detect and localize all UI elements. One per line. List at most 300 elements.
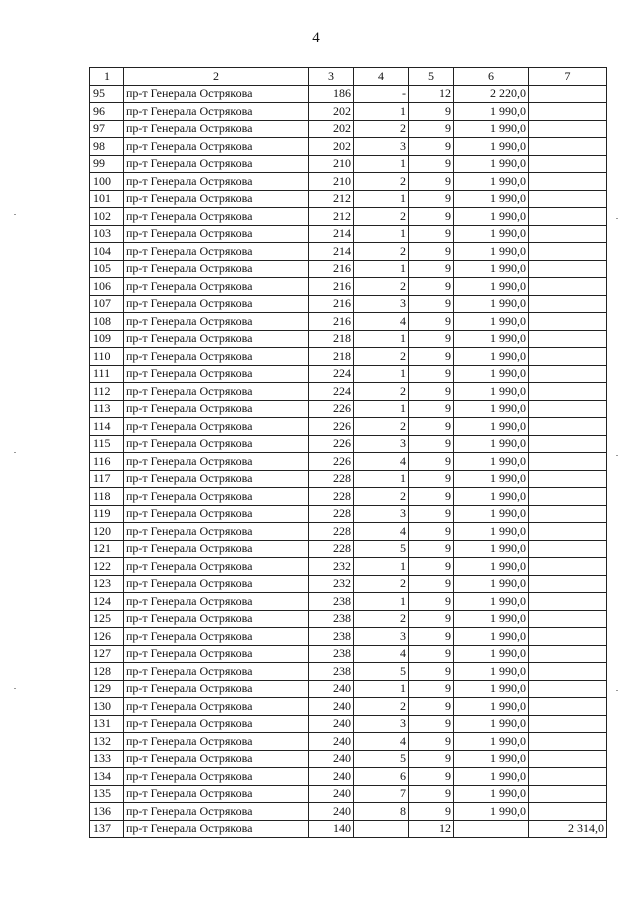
table-row bbox=[90, 820, 607, 838]
floors-cell: 9 bbox=[409, 540, 454, 558]
row-number-cell: 106 bbox=[90, 278, 124, 296]
building-number-cell: 4 bbox=[354, 313, 409, 331]
table-row bbox=[90, 540, 607, 558]
value-7-cell bbox=[529, 768, 607, 786]
floors-cell: 9 bbox=[409, 470, 454, 488]
table-row bbox=[90, 190, 607, 208]
table-row bbox=[90, 470, 607, 488]
row-number-cell: 122 bbox=[90, 558, 124, 576]
house-number-cell: 228 bbox=[309, 488, 354, 506]
floors-cell: 9 bbox=[409, 225, 454, 243]
value-7-cell bbox=[529, 295, 607, 313]
building-number-cell: 2 bbox=[354, 120, 409, 138]
table-row bbox=[90, 558, 607, 576]
row-number-cell: 103 bbox=[90, 225, 124, 243]
floors-cell: 9 bbox=[409, 663, 454, 681]
table-row bbox=[90, 488, 607, 506]
row-number-cell: 105 bbox=[90, 260, 124, 278]
floors-cell: 9 bbox=[409, 243, 454, 261]
table-row bbox=[90, 173, 607, 191]
house-number-cell: 238 bbox=[309, 593, 354, 611]
street-name-cell: пр-т Генерала Острякова bbox=[124, 645, 309, 663]
value-6-cell: 1 990,0 bbox=[454, 348, 529, 366]
building-number-cell: 4 bbox=[354, 645, 409, 663]
row-number-cell: 113 bbox=[90, 400, 124, 418]
building-number-cell: 3 bbox=[354, 138, 409, 156]
house-number-cell: 240 bbox=[309, 715, 354, 733]
value-6-cell: 1 990,0 bbox=[454, 768, 529, 786]
house-number-cell: 202 bbox=[309, 120, 354, 138]
value-6-cell: 1 990,0 bbox=[454, 243, 529, 261]
value-6-cell: 1 990,0 bbox=[454, 470, 529, 488]
floors-cell: 9 bbox=[409, 645, 454, 663]
table-row bbox=[90, 243, 607, 261]
header-cell-3: 3 bbox=[309, 68, 354, 86]
building-number-cell: 4 bbox=[354, 453, 409, 471]
row-number-cell: 96 bbox=[90, 103, 124, 121]
building-number-cell: 2 bbox=[354, 418, 409, 436]
house-number-cell: 232 bbox=[309, 575, 354, 593]
row-number-cell: 104 bbox=[90, 243, 124, 261]
house-number-cell: 240 bbox=[309, 803, 354, 821]
table-row bbox=[90, 313, 607, 331]
street-name-cell: пр-т Генерала Острякова bbox=[124, 453, 309, 471]
building-number-cell: 1 bbox=[354, 190, 409, 208]
value-6-cell: 1 990,0 bbox=[454, 593, 529, 611]
value-6-cell: 1 990,0 bbox=[454, 365, 529, 383]
floors-cell: 9 bbox=[409, 173, 454, 191]
value-6-cell: 1 990,0 bbox=[454, 610, 529, 628]
value-7-cell bbox=[529, 645, 607, 663]
house-number-cell: 216 bbox=[309, 313, 354, 331]
house-number-cell: 240 bbox=[309, 785, 354, 803]
row-number-cell: 127 bbox=[90, 645, 124, 663]
building-number-cell: 1 bbox=[354, 470, 409, 488]
data-table bbox=[89, 67, 607, 838]
house-number-cell: 240 bbox=[309, 750, 354, 768]
table-row bbox=[90, 295, 607, 313]
building-number-cell: 8 bbox=[354, 803, 409, 821]
table-row bbox=[90, 733, 607, 751]
house-number-cell: 212 bbox=[309, 208, 354, 226]
value-7-cell bbox=[529, 610, 607, 628]
row-number-cell: 107 bbox=[90, 295, 124, 313]
value-6-cell: 1 990,0 bbox=[454, 663, 529, 681]
row-number-cell: 118 bbox=[90, 488, 124, 506]
row-number-cell: 133 bbox=[90, 750, 124, 768]
table-header-row bbox=[90, 68, 607, 86]
value-7-cell bbox=[529, 155, 607, 173]
street-name-cell: пр-т Генерала Острякова bbox=[124, 488, 309, 506]
value-6-cell: 1 990,0 bbox=[454, 628, 529, 646]
value-7-cell bbox=[529, 575, 607, 593]
house-number-cell: 238 bbox=[309, 610, 354, 628]
house-number-cell: 186 bbox=[309, 85, 354, 103]
row-number-cell: 125 bbox=[90, 610, 124, 628]
street-name-cell: пр-т Генерала Острякова bbox=[124, 313, 309, 331]
value-7-cell bbox=[529, 85, 607, 103]
street-name-cell: пр-т Генерала Острякова bbox=[124, 103, 309, 121]
building-number-cell: 2 bbox=[354, 383, 409, 401]
value-6-cell: 1 990,0 bbox=[454, 173, 529, 191]
header-cell-1: 1 bbox=[90, 68, 124, 86]
page-number: 4 bbox=[312, 30, 320, 46]
street-name-cell: пр-т Генерала Острякова bbox=[124, 383, 309, 401]
street-name-cell: пр-т Генерала Острякова bbox=[124, 138, 309, 156]
street-name-cell: пр-т Генерала Острякова bbox=[124, 715, 309, 733]
table-row bbox=[90, 400, 607, 418]
floors-cell: 9 bbox=[409, 278, 454, 296]
table-row bbox=[90, 575, 607, 593]
value-6-cell: 1 990,0 bbox=[454, 313, 529, 331]
house-number-cell: 228 bbox=[309, 523, 354, 541]
table-row bbox=[90, 435, 607, 453]
floors-cell: 9 bbox=[409, 610, 454, 628]
table-row bbox=[90, 278, 607, 296]
floors-cell: 9 bbox=[409, 383, 454, 401]
value-7-cell bbox=[529, 505, 607, 523]
row-number-cell: 115 bbox=[90, 435, 124, 453]
house-number-cell: 214 bbox=[309, 225, 354, 243]
value-7-cell bbox=[529, 558, 607, 576]
value-7-cell bbox=[529, 663, 607, 681]
value-6-cell: 1 990,0 bbox=[454, 453, 529, 471]
floors-cell: 9 bbox=[409, 593, 454, 611]
building-number-cell: 2 bbox=[354, 575, 409, 593]
building-number-cell: 2 bbox=[354, 243, 409, 261]
floors-cell: 9 bbox=[409, 453, 454, 471]
table-row bbox=[90, 750, 607, 768]
value-7-cell bbox=[529, 120, 607, 138]
building-number-cell: 1 bbox=[354, 400, 409, 418]
table-row bbox=[90, 680, 607, 698]
building-number-cell: 3 bbox=[354, 715, 409, 733]
header-cell-6: 6 bbox=[454, 68, 529, 86]
house-number-cell: 218 bbox=[309, 348, 354, 366]
value-6-cell bbox=[454, 820, 529, 838]
header-cell-4: 4 bbox=[354, 68, 409, 86]
scan-mark bbox=[616, 455, 618, 456]
row-number-cell: 99 bbox=[90, 155, 124, 173]
header-cell-7: 7 bbox=[529, 68, 607, 86]
house-number-cell: 212 bbox=[309, 190, 354, 208]
value-7-cell bbox=[529, 348, 607, 366]
floors-cell: 9 bbox=[409, 365, 454, 383]
value-6-cell: 1 990,0 bbox=[454, 260, 529, 278]
value-7-cell bbox=[529, 243, 607, 261]
value-7-cell bbox=[529, 418, 607, 436]
building-number-cell: - bbox=[354, 85, 409, 103]
street-name-cell: пр-т Генерала Острякова bbox=[124, 750, 309, 768]
house-number-cell: 228 bbox=[309, 540, 354, 558]
value-7-cell bbox=[529, 400, 607, 418]
floors-cell: 9 bbox=[409, 575, 454, 593]
table-row bbox=[90, 225, 607, 243]
street-name-cell: пр-т Генерала Острякова bbox=[124, 225, 309, 243]
value-7-cell bbox=[529, 540, 607, 558]
value-7-cell bbox=[529, 733, 607, 751]
floors-cell: 9 bbox=[409, 768, 454, 786]
value-7-cell bbox=[529, 383, 607, 401]
street-name-cell: пр-т Генерала Острякова bbox=[124, 680, 309, 698]
scan-mark bbox=[14, 452, 16, 453]
row-number-cell: 110 bbox=[90, 348, 124, 366]
house-number-cell: 228 bbox=[309, 470, 354, 488]
street-name-cell: пр-т Генерала Острякова bbox=[124, 540, 309, 558]
street-name-cell: пр-т Генерала Острякова bbox=[124, 523, 309, 541]
table-row bbox=[90, 593, 607, 611]
scan-mark bbox=[616, 218, 618, 219]
row-number-cell: 130 bbox=[90, 698, 124, 716]
value-6-cell: 1 990,0 bbox=[454, 523, 529, 541]
value-7-cell bbox=[529, 628, 607, 646]
value-6-cell: 1 990,0 bbox=[454, 383, 529, 401]
value-6-cell: 1 990,0 bbox=[454, 208, 529, 226]
building-number-cell: 2 bbox=[354, 278, 409, 296]
house-number-cell: 238 bbox=[309, 663, 354, 681]
value-7-cell bbox=[529, 330, 607, 348]
floors-cell: 9 bbox=[409, 260, 454, 278]
building-number-cell: 2 bbox=[354, 610, 409, 628]
building-number-cell: 1 bbox=[354, 260, 409, 278]
table-row bbox=[90, 208, 607, 226]
row-number-cell: 98 bbox=[90, 138, 124, 156]
floors-cell: 12 bbox=[409, 85, 454, 103]
table-row bbox=[90, 610, 607, 628]
floors-cell: 9 bbox=[409, 190, 454, 208]
value-7-cell: 2 314,0 bbox=[529, 820, 607, 838]
value-6-cell: 1 990,0 bbox=[454, 400, 529, 418]
value-7-cell bbox=[529, 470, 607, 488]
floors-cell: 9 bbox=[409, 400, 454, 418]
table-row bbox=[90, 523, 607, 541]
street-name-cell: пр-т Генерала Острякова bbox=[124, 330, 309, 348]
street-name-cell: пр-т Генерала Острякова bbox=[124, 505, 309, 523]
value-7-cell bbox=[529, 593, 607, 611]
value-7-cell bbox=[529, 698, 607, 716]
row-number-cell: 116 bbox=[90, 453, 124, 471]
value-6-cell: 1 990,0 bbox=[454, 295, 529, 313]
value-6-cell: 1 990,0 bbox=[454, 120, 529, 138]
house-number-cell: 218 bbox=[309, 330, 354, 348]
value-6-cell: 1 990,0 bbox=[454, 418, 529, 436]
row-number-cell: 119 bbox=[90, 505, 124, 523]
street-name-cell: пр-т Генерала Острякова bbox=[124, 733, 309, 751]
floors-cell: 9 bbox=[409, 313, 454, 331]
table-row bbox=[90, 698, 607, 716]
street-name-cell: пр-т Генерала Острякова bbox=[124, 435, 309, 453]
table-row bbox=[90, 348, 607, 366]
floors-cell: 9 bbox=[409, 558, 454, 576]
row-number-cell: 134 bbox=[90, 768, 124, 786]
floors-cell: 9 bbox=[409, 208, 454, 226]
house-number-cell: 214 bbox=[309, 243, 354, 261]
row-number-cell: 120 bbox=[90, 523, 124, 541]
row-number-cell: 137 bbox=[90, 820, 124, 838]
row-number-cell: 132 bbox=[90, 733, 124, 751]
house-number-cell: 228 bbox=[309, 505, 354, 523]
street-name-cell: пр-т Генерала Острякова bbox=[124, 610, 309, 628]
floors-cell: 9 bbox=[409, 750, 454, 768]
row-number-cell: 114 bbox=[90, 418, 124, 436]
building-number-cell: 2 bbox=[354, 488, 409, 506]
street-name-cell: пр-т Генерала Острякова bbox=[124, 400, 309, 418]
street-name-cell: пр-т Генерала Острякова bbox=[124, 628, 309, 646]
value-6-cell: 1 990,0 bbox=[454, 558, 529, 576]
value-6-cell: 1 990,0 bbox=[454, 680, 529, 698]
street-name-cell: пр-т Генерала Острякова bbox=[124, 418, 309, 436]
building-number-cell: 4 bbox=[354, 733, 409, 751]
row-number-cell: 102 bbox=[90, 208, 124, 226]
building-number-cell: 5 bbox=[354, 540, 409, 558]
value-7-cell bbox=[529, 278, 607, 296]
table-row bbox=[90, 260, 607, 278]
building-number-cell: 2 bbox=[354, 698, 409, 716]
street-name-cell: пр-т Генерала Острякова bbox=[124, 243, 309, 261]
street-name-cell: пр-т Генерала Острякова bbox=[124, 348, 309, 366]
value-7-cell bbox=[529, 680, 607, 698]
value-7-cell bbox=[529, 488, 607, 506]
value-6-cell: 1 990,0 bbox=[454, 750, 529, 768]
value-7-cell bbox=[529, 138, 607, 156]
value-7-cell bbox=[529, 260, 607, 278]
table-row bbox=[90, 103, 607, 121]
row-number-cell: 109 bbox=[90, 330, 124, 348]
table-row bbox=[90, 383, 607, 401]
building-number-cell: 7 bbox=[354, 785, 409, 803]
row-number-cell: 117 bbox=[90, 470, 124, 488]
row-number-cell: 128 bbox=[90, 663, 124, 681]
scan-mark bbox=[616, 690, 618, 691]
value-6-cell: 1 990,0 bbox=[454, 785, 529, 803]
street-name-cell: пр-т Генерала Острякова bbox=[124, 803, 309, 821]
row-number-cell: 108 bbox=[90, 313, 124, 331]
row-number-cell: 95 bbox=[90, 85, 124, 103]
street-name-cell: пр-т Генерала Острякова bbox=[124, 820, 309, 838]
house-number-cell: 240 bbox=[309, 698, 354, 716]
value-6-cell: 1 990,0 bbox=[454, 733, 529, 751]
building-number-cell: 2 bbox=[354, 348, 409, 366]
house-number-cell: 240 bbox=[309, 768, 354, 786]
header-cell-5: 5 bbox=[409, 68, 454, 86]
street-name-cell: пр-т Генерала Острякова bbox=[124, 558, 309, 576]
table-row bbox=[90, 418, 607, 436]
street-name-cell: пр-т Генерала Острякова bbox=[124, 295, 309, 313]
floors-cell: 9 bbox=[409, 155, 454, 173]
floors-cell: 9 bbox=[409, 803, 454, 821]
table-row bbox=[90, 120, 607, 138]
street-name-cell: пр-т Генерала Острякова bbox=[124, 85, 309, 103]
table-row bbox=[90, 768, 607, 786]
table-row bbox=[90, 155, 607, 173]
value-7-cell bbox=[529, 313, 607, 331]
floors-cell: 9 bbox=[409, 103, 454, 121]
table-row bbox=[90, 505, 607, 523]
building-number-cell: 1 bbox=[354, 680, 409, 698]
floors-cell: 9 bbox=[409, 523, 454, 541]
row-number-cell: 112 bbox=[90, 383, 124, 401]
street-name-cell: пр-т Генерала Острякова bbox=[124, 593, 309, 611]
building-number-cell: 1 bbox=[354, 593, 409, 611]
street-name-cell: пр-т Генерала Острякова bbox=[124, 768, 309, 786]
row-number-cell: 121 bbox=[90, 540, 124, 558]
house-number-cell: 226 bbox=[309, 400, 354, 418]
floors-cell: 9 bbox=[409, 435, 454, 453]
value-6-cell: 1 990,0 bbox=[454, 190, 529, 208]
value-6-cell: 1 990,0 bbox=[454, 330, 529, 348]
building-number-cell: 1 bbox=[354, 558, 409, 576]
row-number-cell: 111 bbox=[90, 365, 124, 383]
building-number-cell: 1 bbox=[354, 225, 409, 243]
floors-cell: 9 bbox=[409, 680, 454, 698]
building-number-cell: 2 bbox=[354, 208, 409, 226]
value-7-cell bbox=[529, 715, 607, 733]
street-name-cell: пр-т Генерала Острякова bbox=[124, 260, 309, 278]
value-6-cell: 1 990,0 bbox=[454, 435, 529, 453]
floors-cell: 9 bbox=[409, 120, 454, 138]
house-number-cell: 210 bbox=[309, 155, 354, 173]
street-name-cell: пр-т Генерала Острякова bbox=[124, 575, 309, 593]
street-name-cell: пр-т Генерала Острякова bbox=[124, 785, 309, 803]
building-number-cell: 4 bbox=[354, 523, 409, 541]
row-number-cell: 97 bbox=[90, 120, 124, 138]
floors-cell: 9 bbox=[409, 505, 454, 523]
building-number-cell: 5 bbox=[354, 750, 409, 768]
table-row bbox=[90, 85, 607, 103]
building-number-cell: 1 bbox=[354, 365, 409, 383]
house-number-cell: 210 bbox=[309, 173, 354, 191]
row-number-cell: 136 bbox=[90, 803, 124, 821]
building-number-cell: 1 bbox=[354, 155, 409, 173]
building-number-cell: 3 bbox=[354, 295, 409, 313]
value-6-cell: 1 990,0 bbox=[454, 155, 529, 173]
value-7-cell bbox=[529, 365, 607, 383]
house-number-cell: 226 bbox=[309, 435, 354, 453]
house-number-cell: 224 bbox=[309, 383, 354, 401]
street-name-cell: пр-т Генерала Острякова bbox=[124, 365, 309, 383]
table-row bbox=[90, 330, 607, 348]
value-6-cell: 1 990,0 bbox=[454, 103, 529, 121]
house-number-cell: 202 bbox=[309, 103, 354, 121]
value-7-cell bbox=[529, 435, 607, 453]
house-number-cell: 240 bbox=[309, 680, 354, 698]
house-number-cell: 226 bbox=[309, 418, 354, 436]
street-name-cell: пр-т Генерала Острякова bbox=[124, 698, 309, 716]
table-row bbox=[90, 138, 607, 156]
floors-cell: 9 bbox=[409, 295, 454, 313]
value-7-cell bbox=[529, 208, 607, 226]
value-6-cell: 1 990,0 bbox=[454, 225, 529, 243]
value-6-cell: 2 220,0 bbox=[454, 85, 529, 103]
building-number-cell: 3 bbox=[354, 505, 409, 523]
street-name-cell: пр-т Генерала Острякова bbox=[124, 208, 309, 226]
value-7-cell bbox=[529, 803, 607, 821]
table-row bbox=[90, 663, 607, 681]
house-number-cell: 240 bbox=[309, 733, 354, 751]
value-7-cell bbox=[529, 785, 607, 803]
table-row bbox=[90, 453, 607, 471]
building-number-cell: 2 bbox=[354, 173, 409, 191]
house-number-cell: 216 bbox=[309, 278, 354, 296]
value-6-cell: 1 990,0 bbox=[454, 540, 529, 558]
floors-cell: 9 bbox=[409, 698, 454, 716]
table-row bbox=[90, 645, 607, 663]
value-6-cell: 1 990,0 bbox=[454, 138, 529, 156]
value-7-cell bbox=[529, 750, 607, 768]
table-body bbox=[90, 85, 607, 838]
value-6-cell: 1 990,0 bbox=[454, 645, 529, 663]
floors-cell: 9 bbox=[409, 628, 454, 646]
